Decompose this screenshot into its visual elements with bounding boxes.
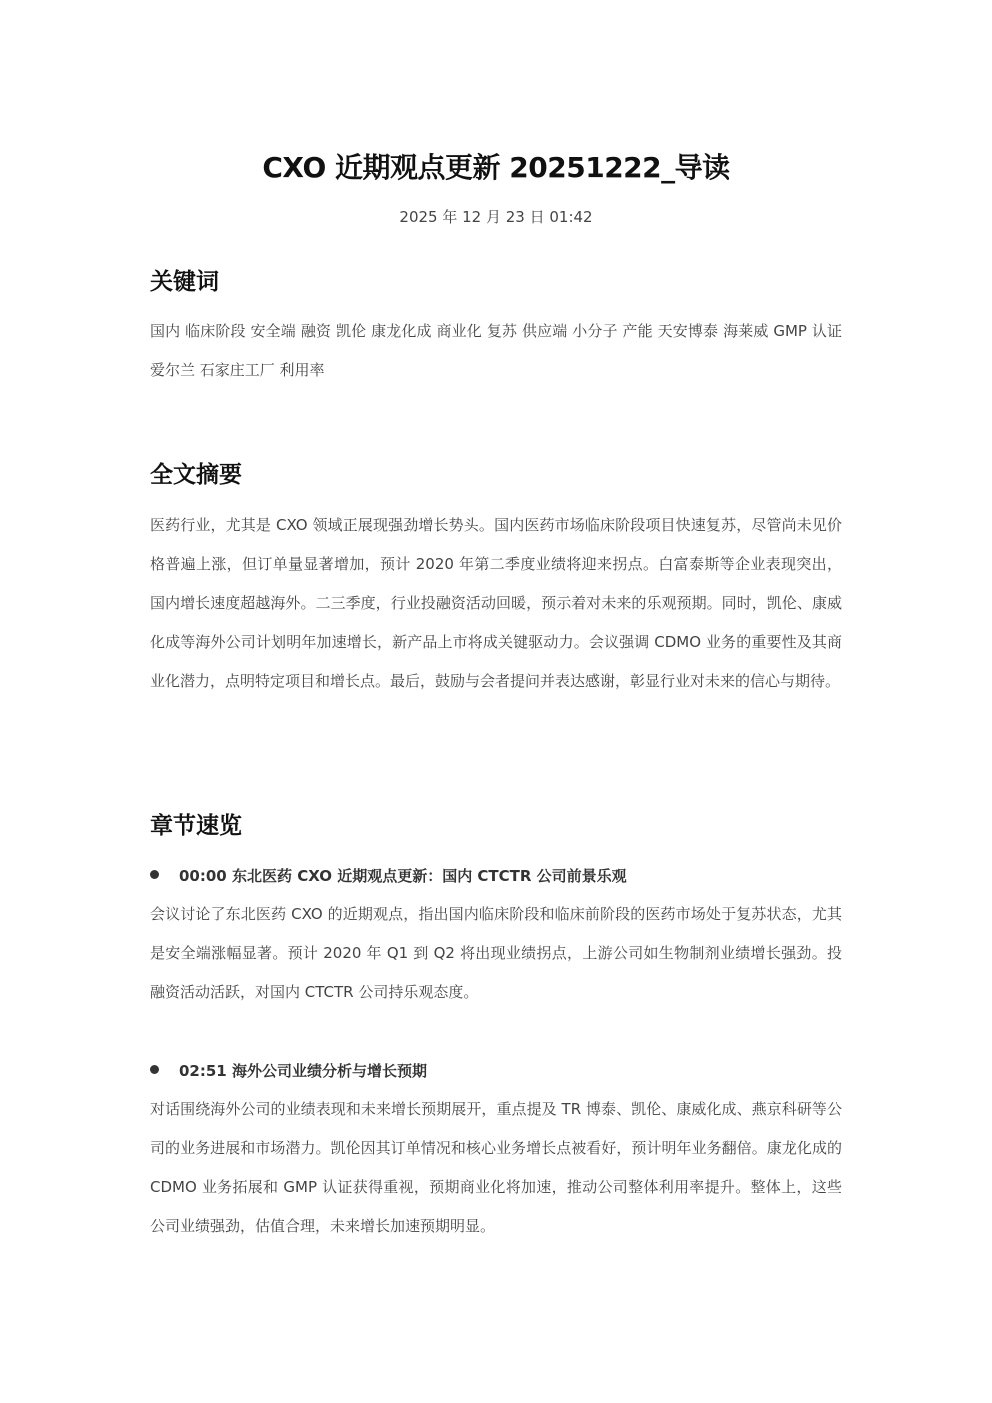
- bullet-icon: [150, 870, 159, 879]
- chapter-item-title: [150, 864, 842, 888]
- summary-heading: 全文摘要: [150, 462, 242, 488]
- chapter-item-title: [150, 1059, 842, 1083]
- document-title: CXO 近期观点更新 20251222_导读: [262, 151, 730, 184]
- keywords-text: 国内 临床阶段 安全端 融资 凯伦 康龙化成 商业化 复苏 供应端 小分子 产能 天安博泰 海莱威 GMP 认证 爱尔兰 石家庄工厂 利用率: [150, 322, 842, 379]
- chapters-heading: 章节速览: [150, 813, 242, 839]
- chapter-title-text: 00:00 东北医药 CXO 近期观点更新：国内 CTCTR 公司前景乐观: [179, 867, 627, 885]
- chapter-title-text: 02:51 海外公司业绩分析与增长预期: [179, 1062, 427, 1080]
- summary-text: 医药行业，尤其是 CXO 领域正展现强劲增长势头。国内医药市场临床阶段项目快速复苏，尽管尚未见价格普遍上涨，但订单量显著增加，预计 2020 年第二季度业绩将迎来拐点。白富泰斯等企业表现突出，国内增长速度超越海外。二三季度，行业投融资活动回暖，预示着对未来的乐观预期。同时，凯伦、康威化成等海外公司计划明年加速增长，新产品上市将成关键驱动力。会议强调 CDMO 业务的重要性及其商业化潜力，点明特定项目和增长点。最后，鼓励与会者提问并表达感谢，彰显行业对未来的信心与期待。: [150, 516, 842, 690]
- keywords-heading: 关键词: [150, 269, 219, 295]
- document-date: 2025 年 12 月 23 日 01:42: [399, 208, 593, 226]
- chapter-item-text: 会议讨论了东北医药 CXO 的近期观点，指出国内临床阶段和临床前阶段的医药市场处于复苏状态，尤其是安全端涨幅显著。预计 2020 年 Q1 到 Q2 将出现业绩拐点，上游公司如生物制剂业绩增长强劲。投融资活动活跃，对国内 CTCTR 公司持乐观态度。: [150, 905, 842, 1001]
- bullet-icon: [150, 1065, 159, 1074]
- chapter-item-text: 对话围绕海外公司的业绩表现和未来增长预期展开，重点提及 TR 博泰、凯伦、康威化成、燕京科研等公司的业务进展和市场潜力。凯伦因其订单情况和核心业务增长点被看好，预计明年业务翻倍。康龙化成的 CDMO 业务拓展和 GMP 认证获得重视，预期商业化将加速，推动公司整体利用率提升。整体上，这些公司业绩强劲，估值合理，未来增长加速预期明显。: [150, 1100, 842, 1235]
